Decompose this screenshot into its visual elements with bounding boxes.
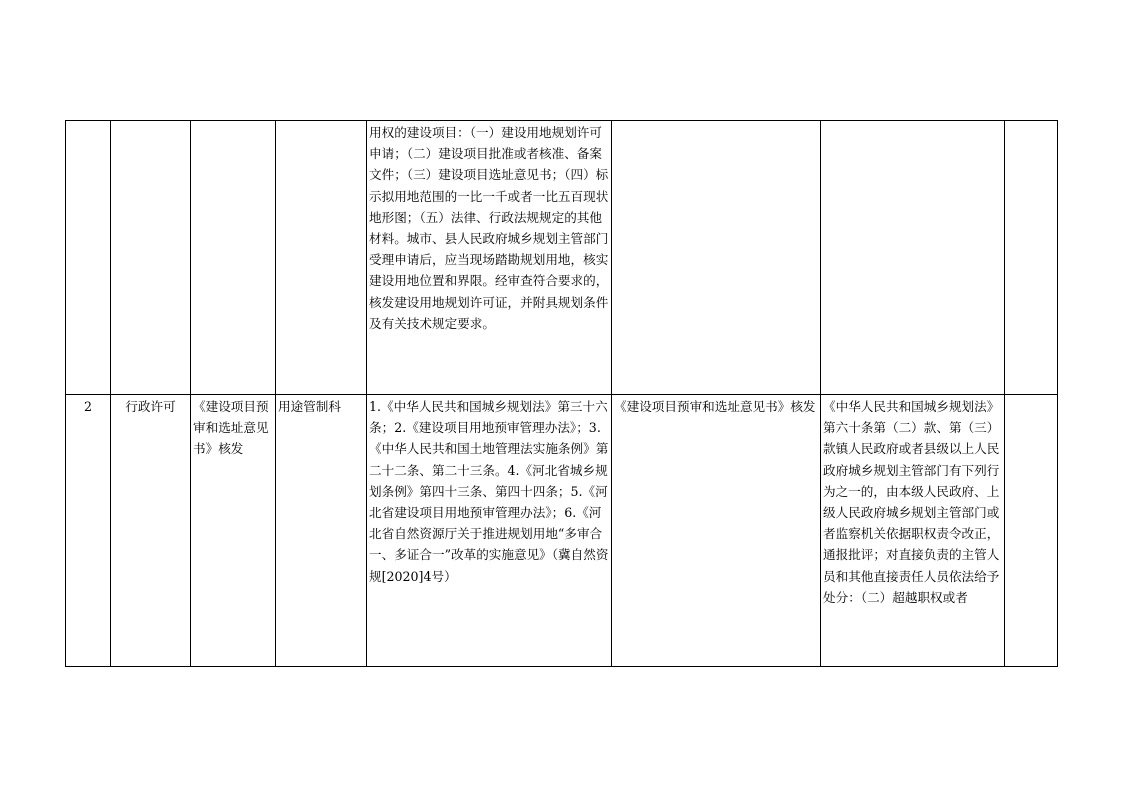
table-row [66,395,1058,667]
content-cell [612,121,821,395]
power-list-table [65,120,1058,667]
row-number-cell [66,121,111,395]
item-name-cell: 《建设项目预审和选址意见书》核发 [191,395,276,667]
remarks-cell [1005,395,1058,667]
liability-cell [821,395,1005,667]
remarks-cell [1005,121,1058,395]
category-cell [111,121,191,395]
basis-cell: 1.《中华人民共和国城乡规划法》第三十六条；2.《建设项目用地预审管理办法》；3.《中华人民共和国土地管理法实施条例》第二十二条、第二十三条。4.《河北省城乡规划条例》第四十三条、第四十四条；5.《河北省建设项目用地预审管理办法》；6.《河北省自然资源厅关于推进规划用地“多审合一、多证合一”改革的实施意见》（冀自然资规[2020]4号） [367,395,612,667]
category-cell: 行政许可 [111,395,191,667]
liability-text: 《中华人民共和国城乡规划法》第六十条第（二）款、第（三）款镇人民政府或者县级以上人民政府城乡规划主管部门有下列行为之一的，由本级人民政府、上级人民政府城乡规划主管部门或者监察机关依据职权责令改正，通报批评；对直接负责的主管人员和其他直接责任人员依法给予处分：（二）超越职权或者 [823,399,1000,605]
content-cell: 《建设项目预审和选址意见书》核发 [612,395,821,667]
item-name-cell [191,121,276,395]
department-cell: 用途管制科 [276,395,367,667]
department-cell [276,121,367,395]
basis-cell: 用权的建设项目：（一）建设用地规划许可申请；（二）建设项目批准或者核准、备案文件；（三）建设项目选址意见书；（四）标示拟用地范围的一比一千或者一比五百现状地形图；（五）法律、行政法规规定的其他材料。城市、县人民政府城乡规划主管部门受理申请后，应当现场踏勘规划用地，核实建设用地位置和界限。经审查符合要求的，核发建设用地规划许可证，并附具规划条件及有关技术规定要求。 [367,121,612,395]
liability-cell [821,121,1005,395]
row-number-cell: 2 [66,395,111,667]
table-row [66,121,1058,395]
